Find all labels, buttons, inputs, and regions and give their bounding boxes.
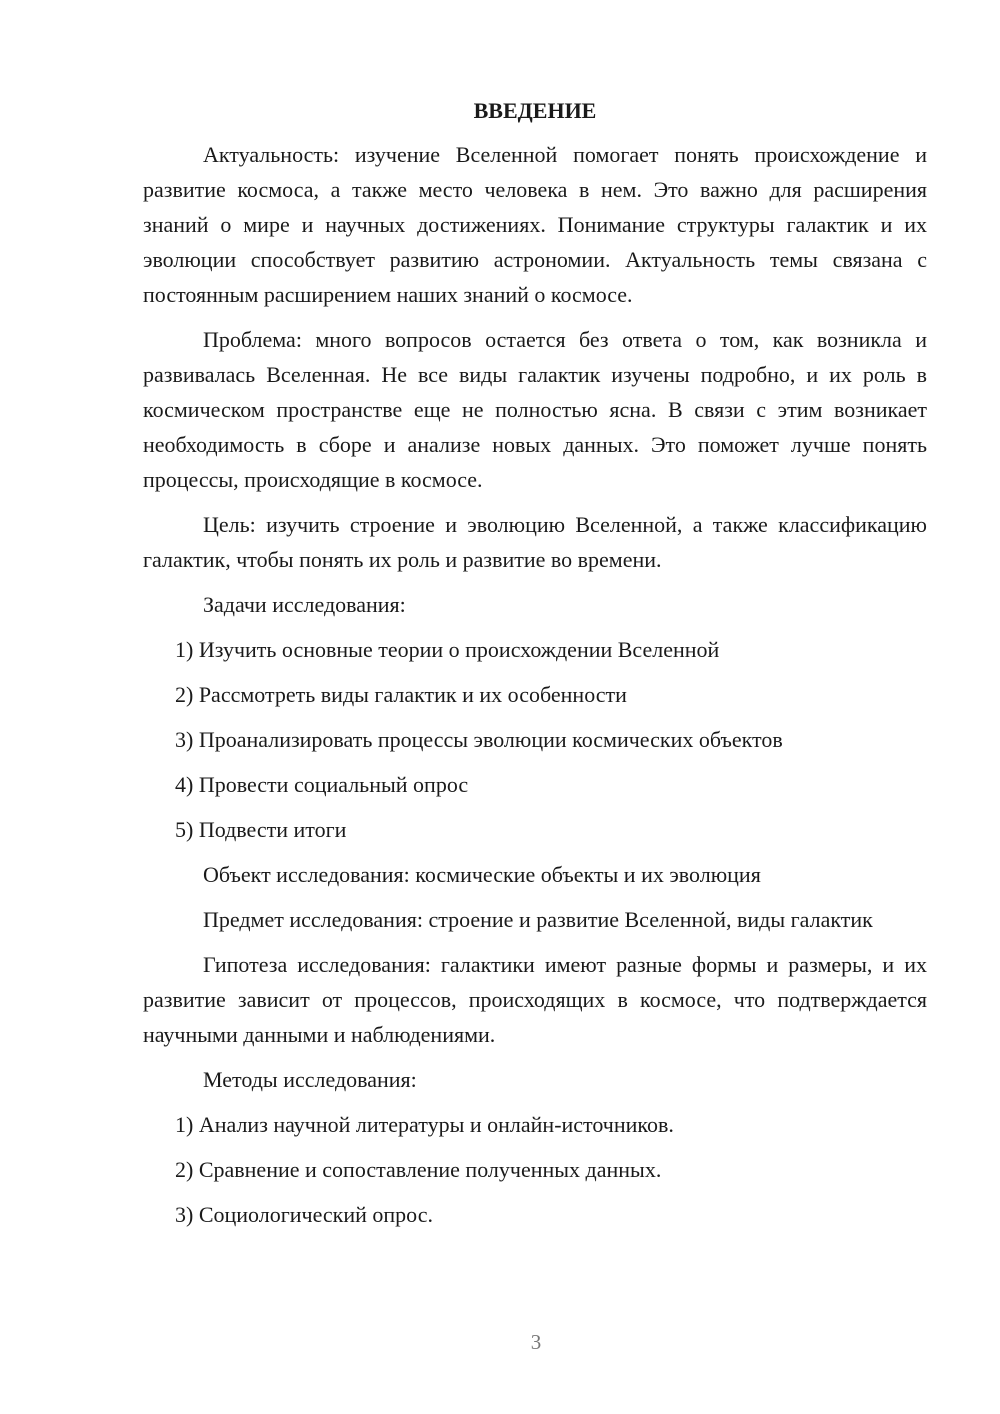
goal-paragraph: Цель: изучить строение и эволюцию Вселенной, а также классификацию галактик, чтобы понять их роль и развитие во времени. (143, 512, 927, 572)
method-item-3: 3) Социологический опрос. (175, 1202, 433, 1227)
methods-heading: Методы исследования: (203, 1067, 417, 1092)
tasks-heading: Задачи исследования: (203, 592, 406, 617)
problem-paragraph: Проблема: много вопросов остается без ответа о том, как возникла и развивалась Вселенная. Не все виды галактик изучены подробно, и их роль в космическом пространстве еще не полностью ясна. В связи с этим возникает необходимость в сборе и анализе новых данных. Это поможет лучше понять процессы, происходящие в космосе. (143, 327, 927, 492)
relevance-paragraph: Актуальность: изучение Вселенной помогает понять происхождение и развитие космоса, а также место человека в нем. Это важно для расширения знаний о мире и научных достижениях. Понимание структуры галактик и их эволюции способствует развитию астрономии. Актуальность темы связана с постоянным расширением наших знаний о космосе. (143, 142, 927, 307)
method-item-1: 1) Анализ научной литературы и онлайн-источников. (175, 1112, 674, 1137)
task-item-1: 1) Изучить основные теории о происхождении Вселенной (175, 637, 720, 662)
task-item-5: 5) Подвести итоги (175, 817, 347, 842)
method-item-2: 2) Сравнение и сопоставление полученных данных. (175, 1157, 662, 1182)
page-number: 3 (530, 1330, 542, 1354)
page-content (143, 94, 927, 1242)
object-paragraph: Объект исследования: космические объекты и их эволюция (203, 862, 761, 887)
subject-paragraph: Предмет исследования: строение и развитие Вселенной, виды галактик (203, 907, 873, 932)
task-item-4: 4) Провести социальный опрос (175, 772, 469, 797)
task-item-3: 3) Проанализировать процессы эволюции космических объектов (175, 727, 783, 752)
task-item-2: 2) Рассмотреть виды галактик и их особенности (175, 682, 627, 707)
hypothesis-paragraph: Гипотеза исследования: галактики имеют разные формы и размеры, и их развитие зависит от процессов, происходящих в космосе, что подтверждается научными данными и наблюдениями. (143, 952, 927, 1047)
page-title: ВВЕДЕНИЕ (473, 98, 597, 123)
